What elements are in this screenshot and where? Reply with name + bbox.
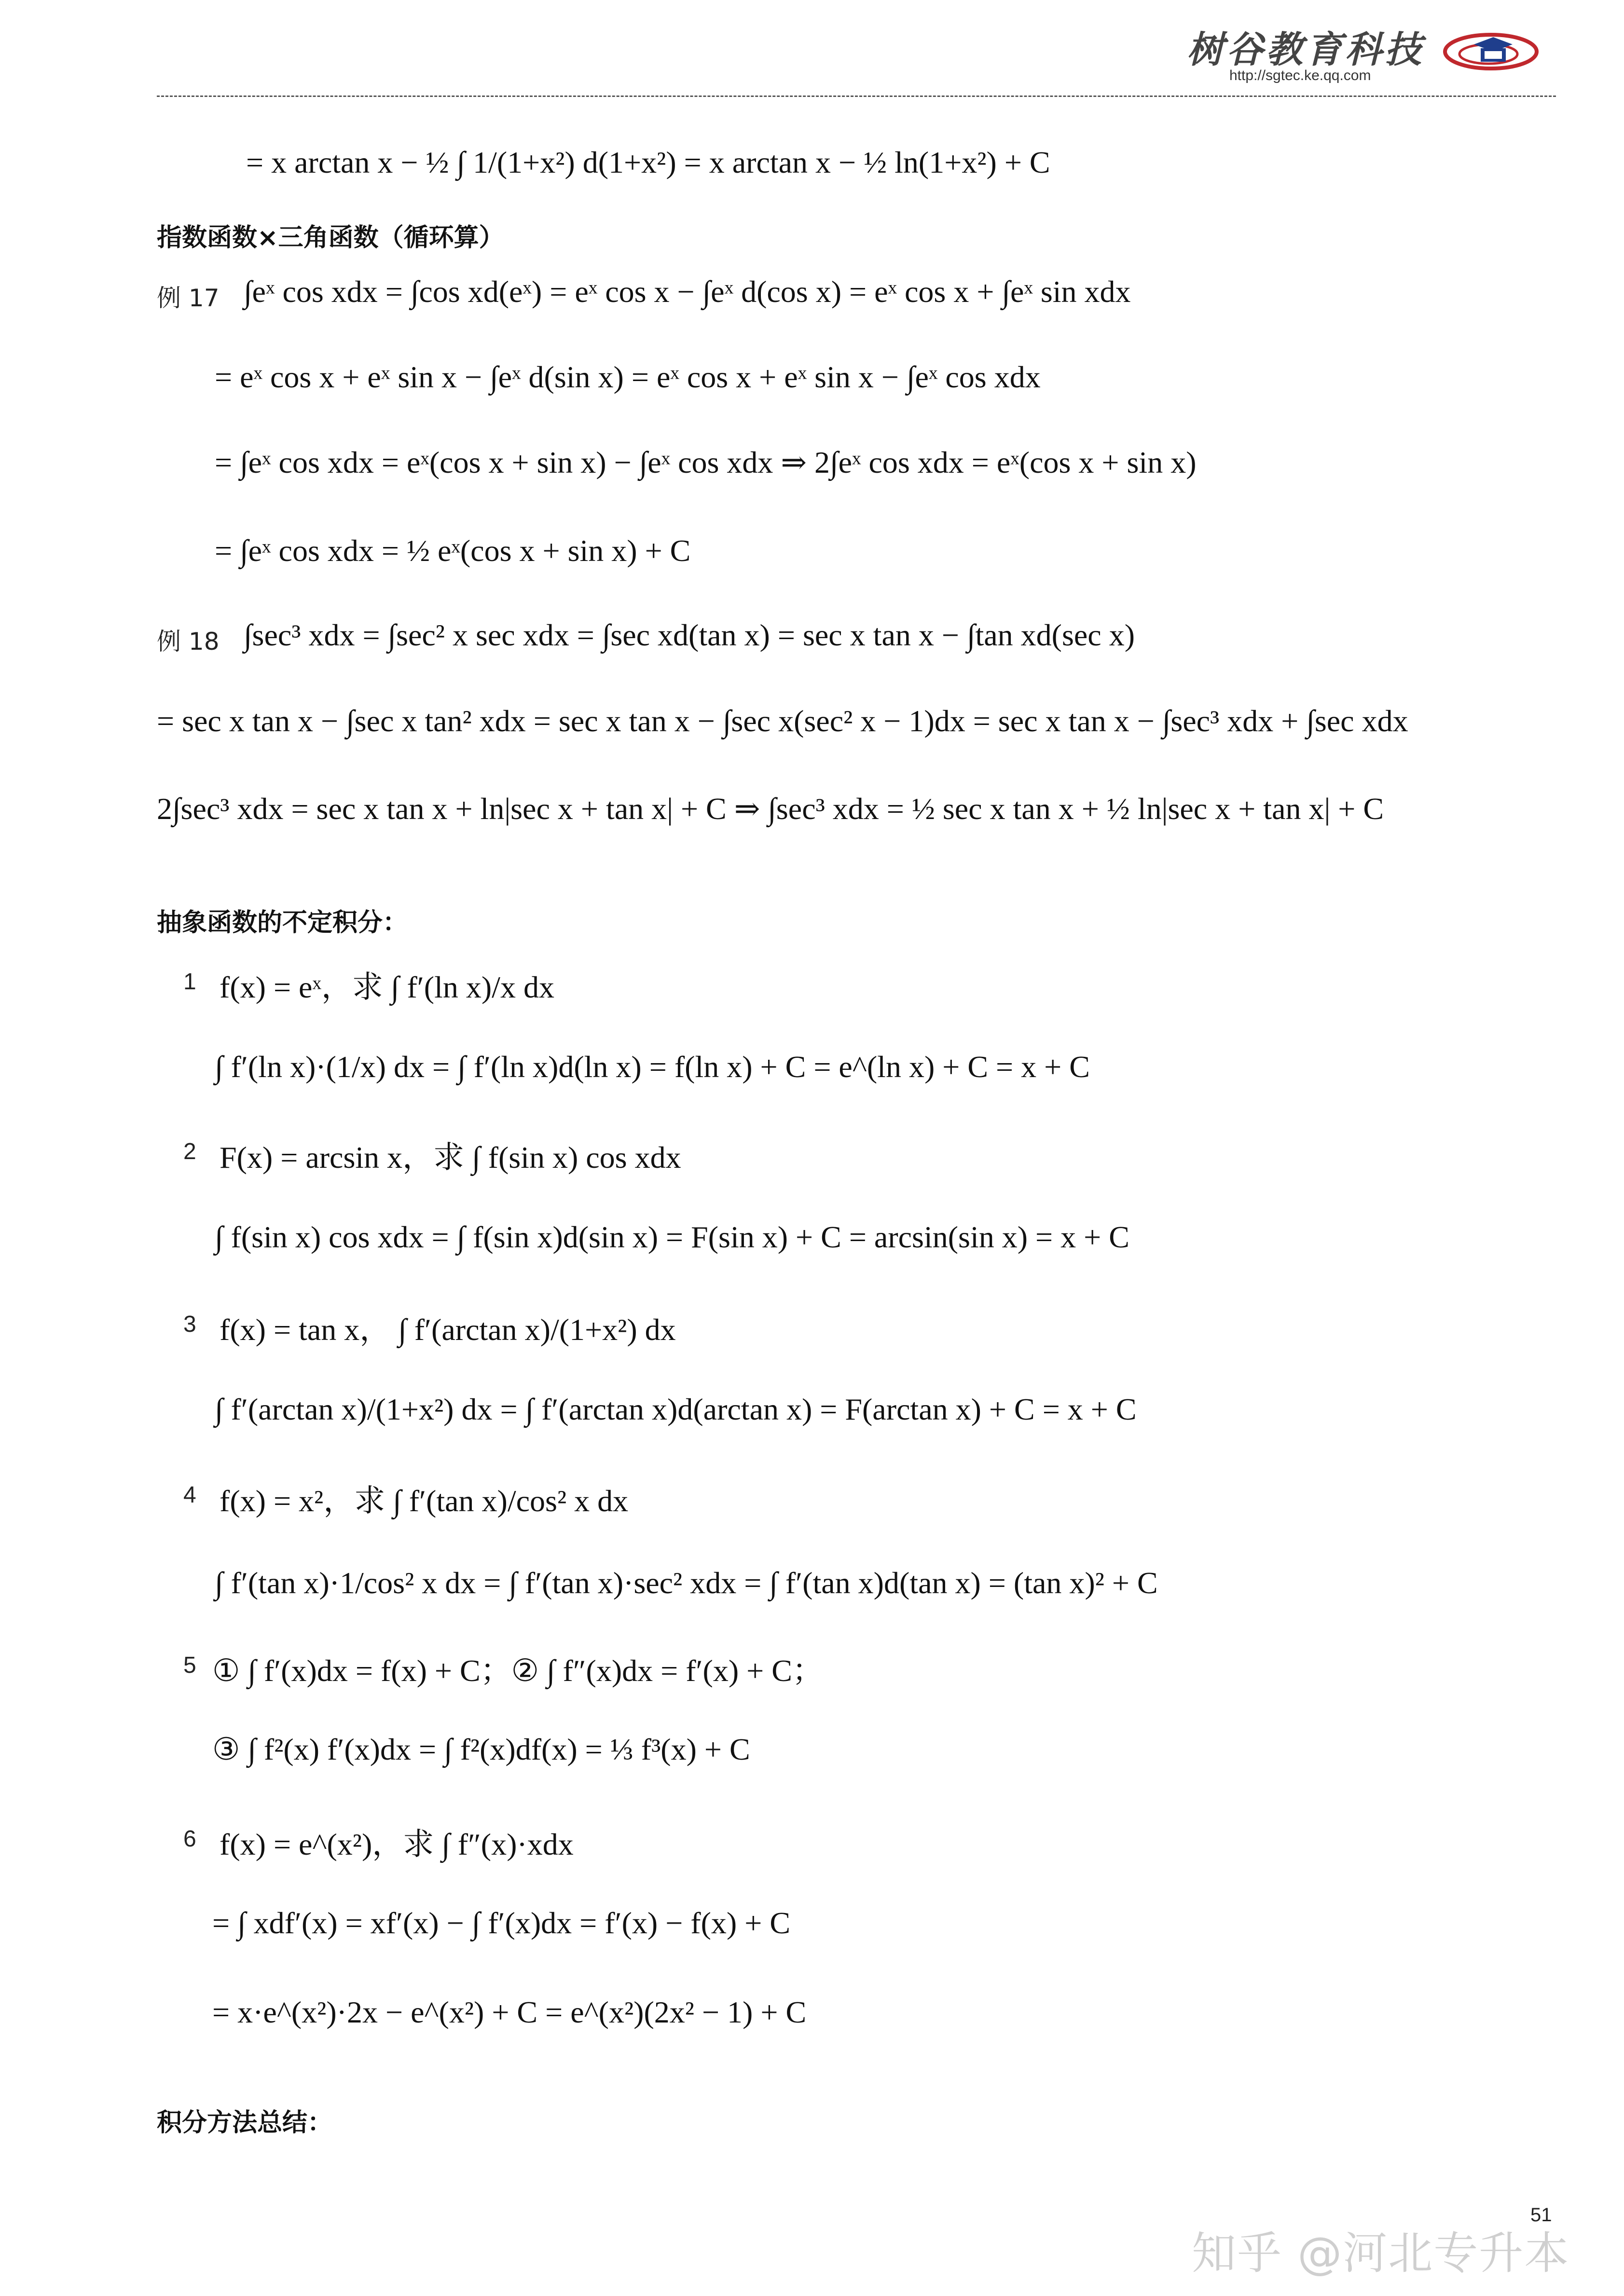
item-number: 1 [183,969,196,995]
equation-line: = x·e^(x²)·2x − e^(x²) + C = e^(x²)(2x² − 1) + C [212,1995,807,2029]
equation-line: F(x) = arcsin x，求 ∫ f(sin x) cos xdx [220,1140,681,1175]
section-heading: 抽象函数的不定积分： [157,908,408,937]
equation-line: ③ ∫ f²(x) f′(x)dx = ∫ f²(x)df(x) = ⅓ f³(x) + C [212,1732,750,1766]
example-label: 例 18 [157,628,220,656]
logo-url: http://sgtec.ke.qq.com [1229,68,1371,83]
equation-line: = eˣ cos x + eˣ sin x − ∫eˣ d(sin x) = eˣ cos x + eˣ sin x − ∫eˣ cos xdx [215,360,1041,394]
logo-emblem [1440,25,1541,73]
item-number: 4 [183,1482,196,1508]
example-label: 例 17 [157,284,220,312]
section-heading: 积分方法总结： [157,2108,333,2137]
section-heading: 指数函数×三角函数（循环算） [157,223,504,252]
equation-line: = ∫ xdf′(x) = xf′(x) − ∫ f′(x)dx = f′(x) − f(x) + C [212,1906,790,1940]
equation-line: ∫ f(sin x) cos xdx = ∫ f(sin x)d(sin x) = F(sin x) + C = arcsin(sin x) = x + C [215,1220,1129,1254]
equation-line: ∫ f′(tan x)·1/cos² x dx = ∫ f′(tan x)·sec² xdx = ∫ f′(tan x)d(tan x) = (tan x)² + C [215,1566,1158,1600]
equation-line: f(x) = eˣ，求 ∫ f′(ln x)/x dx [220,970,554,1004]
item-number: 3 [183,1312,196,1337]
equation-line: ∫sec³ xdx = ∫sec² x sec xdx = ∫sec xd(tan x) = sec x tan x − ∫tan xd(sec x) [244,618,1135,652]
equation-line: ∫ f′(ln x)·(1/x) dx = ∫ f′(ln x)d(ln x) = f(ln x) + C = e^(ln x) + C = x + C [215,1050,1090,1084]
logo-text: 树谷教育科技 [1187,28,1424,71]
equation-line: = ∫eˣ cos xdx = eˣ(cos x + sin x) − ∫eˣ cos xdx ⇒ 2∫eˣ cos xdx = eˣ(cos x + sin x) [215,445,1197,479]
equation-line: = x arctan x − ½ ∫ 1/(1+x²) d(1+x²) = x arctan x − ½ ln(1+x²) + C [246,145,1050,179]
item-number: 2 [183,1139,196,1164]
item-number: 5 [183,1653,196,1678]
equation-line: 2∫sec³ xdx = sec x tan x + ln|sec x + tan x| + C ⇒ ∫sec³ xdx = ½ sec x tan x + ½ ln|sec x + tan x| + C [157,792,1384,826]
watermark: 知乎 @河北专升本 [1192,2228,1570,2279]
item-number: 6 [183,1826,196,1852]
equation-line: f(x) = x²，求 ∫ f′(tan x)/cos² x dx [220,1484,629,1518]
page-number: 51 [1530,2204,1552,2226]
equation-line: ① ∫ f′(x)dx = f(x) + C；② ∫ f″(x)dx = f′(x) + C； [212,1654,823,1688]
equation-line: ∫eˣ cos xdx = ∫cos xd(eˣ) = eˣ cos x − ∫eˣ d(cos x) = eˣ cos x + ∫eˣ sin xdx [244,274,1131,309]
equation-line: = ∫eˣ cos xdx = ½ eˣ(cos x + sin x) + C [215,533,691,568]
header-divider [157,96,1556,97]
equation-line: f(x) = tan x， ∫ f′(arctan x)/(1+x²) dx [220,1312,676,1347]
equation-line: ∫ f′(arctan x)/(1+x²) dx = ∫ f′(arctan x)d(arctan x) = F(arctan x) + C = x + C [215,1392,1137,1426]
equation-line: f(x) = e^(x²)，求 ∫ f″(x)·xdx [220,1827,574,1861]
equation-line: = sec x tan x − ∫sec x tan² xdx = sec x tan x − ∫sec x(sec² x − 1)dx = sec x tan x − ∫sec³ xdx + ∫sec xdx [157,704,1408,738]
